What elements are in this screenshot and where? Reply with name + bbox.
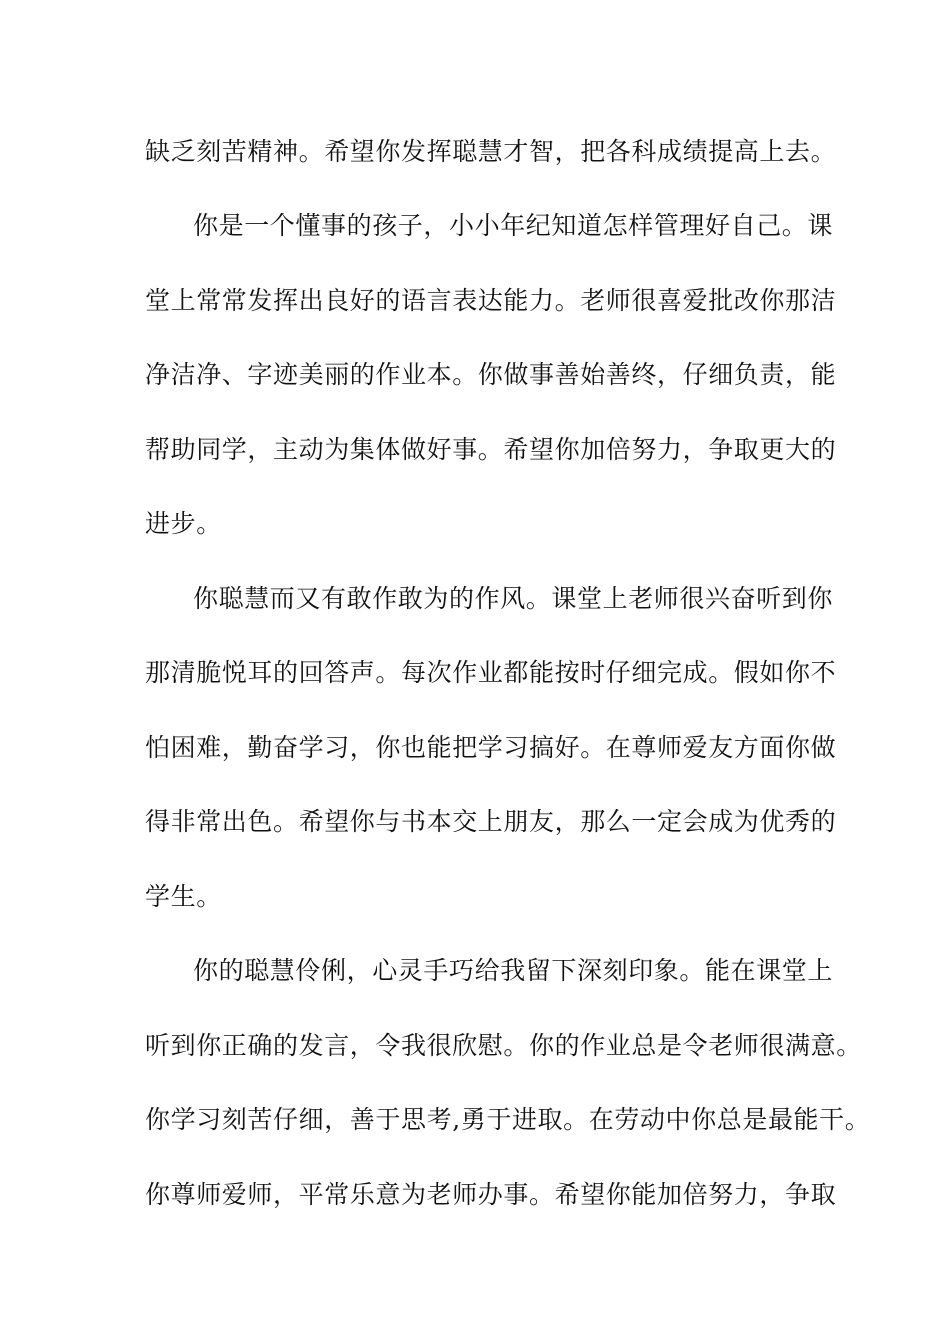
paragraph-first-line: 你是一个懂事的孩子，小小年纪知道怎样管理好自己。课 bbox=[193, 211, 834, 240]
text-line: 净洁净、字迹美丽的作业本。你做事善始善终，仔细负责，能 bbox=[145, 360, 837, 389]
paragraph-first-line: 你的聪慧伶俐，心灵手巧给我留下深刻印象。能在课堂上 bbox=[193, 956, 834, 985]
text-line: 帮助同学，主动为集体做好事。希望你加倍努力，争取更大的 bbox=[145, 435, 837, 464]
text-line: 学生。 bbox=[145, 882, 222, 911]
text-line: 堂上常常发挥出良好的语言表达能力。老师很喜爱批改你那洁 bbox=[145, 286, 837, 315]
text-line: 听到你正确的发言，令我很欣慰。你的作业总是令老师很满意。 bbox=[145, 1031, 862, 1060]
paragraph-first-line: 你聪慧而又有敢作敢为的作风。课堂上老师很兴奋听到你 bbox=[193, 584, 834, 613]
text-line: 进步。 bbox=[145, 509, 222, 538]
text-line: 你学习刻苦仔细，善于思考,勇于进取。在劳动中你总是最能干。 bbox=[145, 1105, 871, 1134]
text-line: 那清脆悦耳的回答声。每次作业都能按时仔细完成。假如你不 bbox=[145, 658, 837, 687]
text-line: 得非常出色。希望你与书本交上朋友，那么一定会成为优秀的 bbox=[145, 807, 837, 836]
text-line: 你尊师爱师，平常乐意为老师办事。希望你能加倍努力，争取 bbox=[145, 1180, 837, 1209]
text-line: 怕困难，勤奋学习，你也能把学习搞好。在尊师爱友方面你做 bbox=[145, 733, 837, 762]
text-line: 缺乏刻苦精神。希望你发挥聪慧才智，把各科成绩提高上去。 bbox=[145, 137, 837, 166]
